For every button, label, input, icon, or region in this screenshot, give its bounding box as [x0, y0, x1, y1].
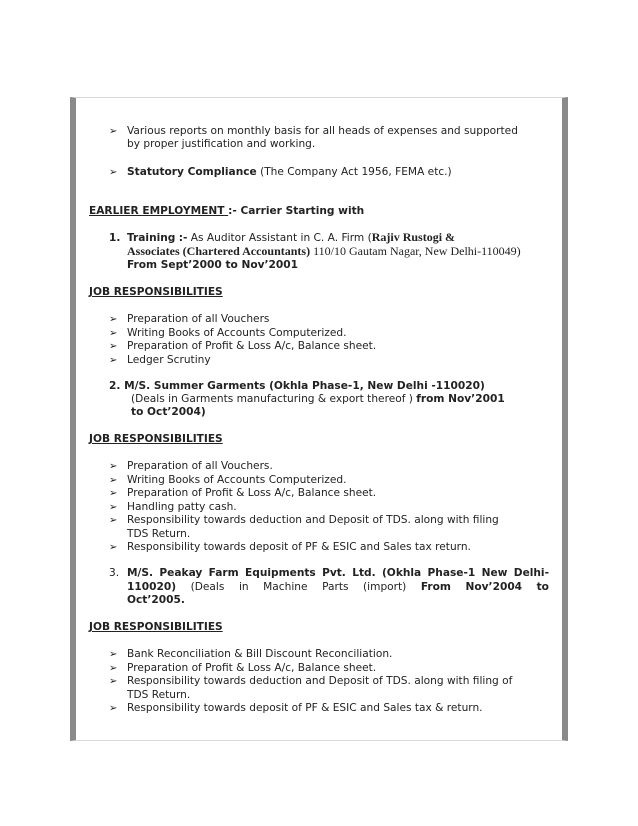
- job1-sep: :-: [178, 232, 188, 244]
- bullet-icon: ➢: [109, 703, 118, 714]
- bullet-icon: ➢: [109, 662, 118, 674]
- job1-desc: As Auditor Assistant in C. A. Firm (: [187, 232, 372, 244]
- job2-title: 2. M/S. Summer Garments (Okhla Phase-1, New Delhi -110020): [109, 380, 485, 392]
- job3-word: Peakay: [159, 567, 203, 579]
- job3-word: Ltd.: [352, 567, 376, 579]
- statutory-detail: (The Company Act 1956, FEMA etc.): [256, 166, 452, 178]
- responsibility-item: Responsibility towards deduction and Deposit of TDS. along with filing: [127, 514, 499, 526]
- job1-number: 1.: [109, 232, 121, 244]
- responsibility-item: Responsibility towards deposit of PF & ESIC and Sales tax & return.: [127, 702, 483, 714]
- job3-line-1: [127, 567, 549, 580]
- job-responsibilities-heading: JOB RESPONSIBILITIES: [89, 621, 223, 633]
- job3-word: Delhi-: [513, 567, 549, 579]
- job1-address: 110/10 Gautam Nagar, New Delhi-110049): [310, 244, 521, 258]
- bullet-icon: ➢: [109, 126, 118, 137]
- job1-line-2: [127, 245, 521, 258]
- responsibility-item: Preparation of all Vouchers: [127, 313, 270, 325]
- responsibility-item: Responsibility towards deposit of PF & ESIC and Sales tax return.: [127, 541, 471, 553]
- job3-word: (Okhla: [381, 567, 422, 579]
- job3-word: Parts: [322, 581, 349, 593]
- responsibility-item: TDS Return.: [127, 527, 191, 540]
- job3-word: to: [536, 581, 549, 593]
- bullet-icon: ➢: [109, 649, 118, 660]
- job2-desc: (Deals in Garments manufacturing & export thereof ): [131, 393, 417, 405]
- responsibility-item: Writing Books of Accounts Computerized.: [127, 326, 347, 339]
- page-frame: [70, 97, 568, 741]
- job2-from: from Nov’2001: [416, 393, 505, 405]
- job-responsibilities-heading: JOB RESPONSIBILITIES: [89, 286, 223, 298]
- job3-number: 3.: [109, 567, 120, 579]
- bullet-icon: ➢: [109, 542, 118, 553]
- earlier-employment-heading: [89, 205, 364, 218]
- earlier-employment-label: EARLIER EMPLOYMENT: [89, 205, 225, 217]
- bullet-icon: ➢: [109, 167, 118, 178]
- responsibility-item: Bank Reconciliation & Bill Discount Reconciliation.: [127, 648, 393, 660]
- job3-word: (import): [363, 581, 407, 593]
- report-line-2: by proper justification and working.: [127, 138, 316, 150]
- job1-period: From Sept’2000 to Nov’2001: [127, 259, 299, 271]
- responsibility-item: Preparation of Profit & Loss A/c, Balance sheet.: [127, 661, 377, 674]
- job3-word: 110020): [127, 581, 177, 593]
- statutory-line: [127, 166, 452, 179]
- job3-word: Machine: [263, 581, 308, 593]
- bullet-icon: ➢: [109, 314, 118, 325]
- job3-word: M/S.: [127, 567, 154, 579]
- job3-word: Phase-1: [427, 567, 476, 579]
- job3-word: Pvt.: [322, 567, 346, 579]
- bullet-icon: ➢: [109, 341, 118, 352]
- bullet-icon: ➢: [109, 488, 118, 499]
- job1-firm: Rajiv Rustogi &: [371, 230, 456, 244]
- bullet-icon: ➢: [109, 327, 118, 339]
- job3-word: From: [420, 581, 451, 593]
- job3-word: Nov’2004: [465, 581, 523, 593]
- responsibility-item: Responsibility towards deduction and Deposit of TDS. along with filing of: [127, 675, 513, 687]
- bullet-icon: ➢: [109, 354, 118, 366]
- job3-to: Oct’2005.: [127, 594, 185, 606]
- responsibility-item: Ledger Scrutiny: [127, 353, 211, 366]
- responsibility-item: TDS Return.: [127, 688, 191, 701]
- bullet-icon: ➢: [109, 501, 118, 513]
- bullet-icon: ➢: [109, 515, 118, 526]
- responsibility-item: Writing Books of Accounts Computerized.: [127, 473, 347, 486]
- responsibility-item: Preparation of Profit & Loss A/c, Balance sheet.: [127, 340, 377, 352]
- job2-line-2: [131, 393, 505, 406]
- job1-title: Training: [127, 232, 176, 244]
- statutory-label: Statutory Compliance: [127, 166, 257, 178]
- responsibility-item: Preparation of all Vouchers.: [127, 460, 273, 472]
- job3-line-2: [127, 581, 549, 594]
- report-line-1: Various reports on monthly basis for all heads of expenses and supported: [127, 125, 518, 137]
- bullet-icon: ➢: [109, 461, 118, 472]
- job2-to: to Oct’2004): [131, 406, 206, 418]
- bullet-icon: ➢: [109, 676, 118, 687]
- responsibility-item: Preparation of Profit & Loss A/c, Balance sheet.: [127, 487, 377, 499]
- responsibility-item: Handling patty cash.: [127, 500, 237, 513]
- job3-word: (Deals: [190, 581, 225, 593]
- bullet-icon: ➢: [109, 474, 118, 486]
- job3-word: Farm: [208, 567, 239, 579]
- job1-line-1: [127, 231, 455, 245]
- job-responsibilities-heading: JOB RESPONSIBILITIES: [89, 433, 223, 445]
- job3-word: Equipments: [245, 567, 316, 579]
- earlier-employment-suffix: :- Carrier Starting with: [228, 205, 365, 217]
- job3-word: New: [481, 567, 508, 579]
- job3-word: in: [238, 581, 249, 593]
- job1-firm-cont: Associates (Chartered Accountants): [127, 244, 311, 258]
